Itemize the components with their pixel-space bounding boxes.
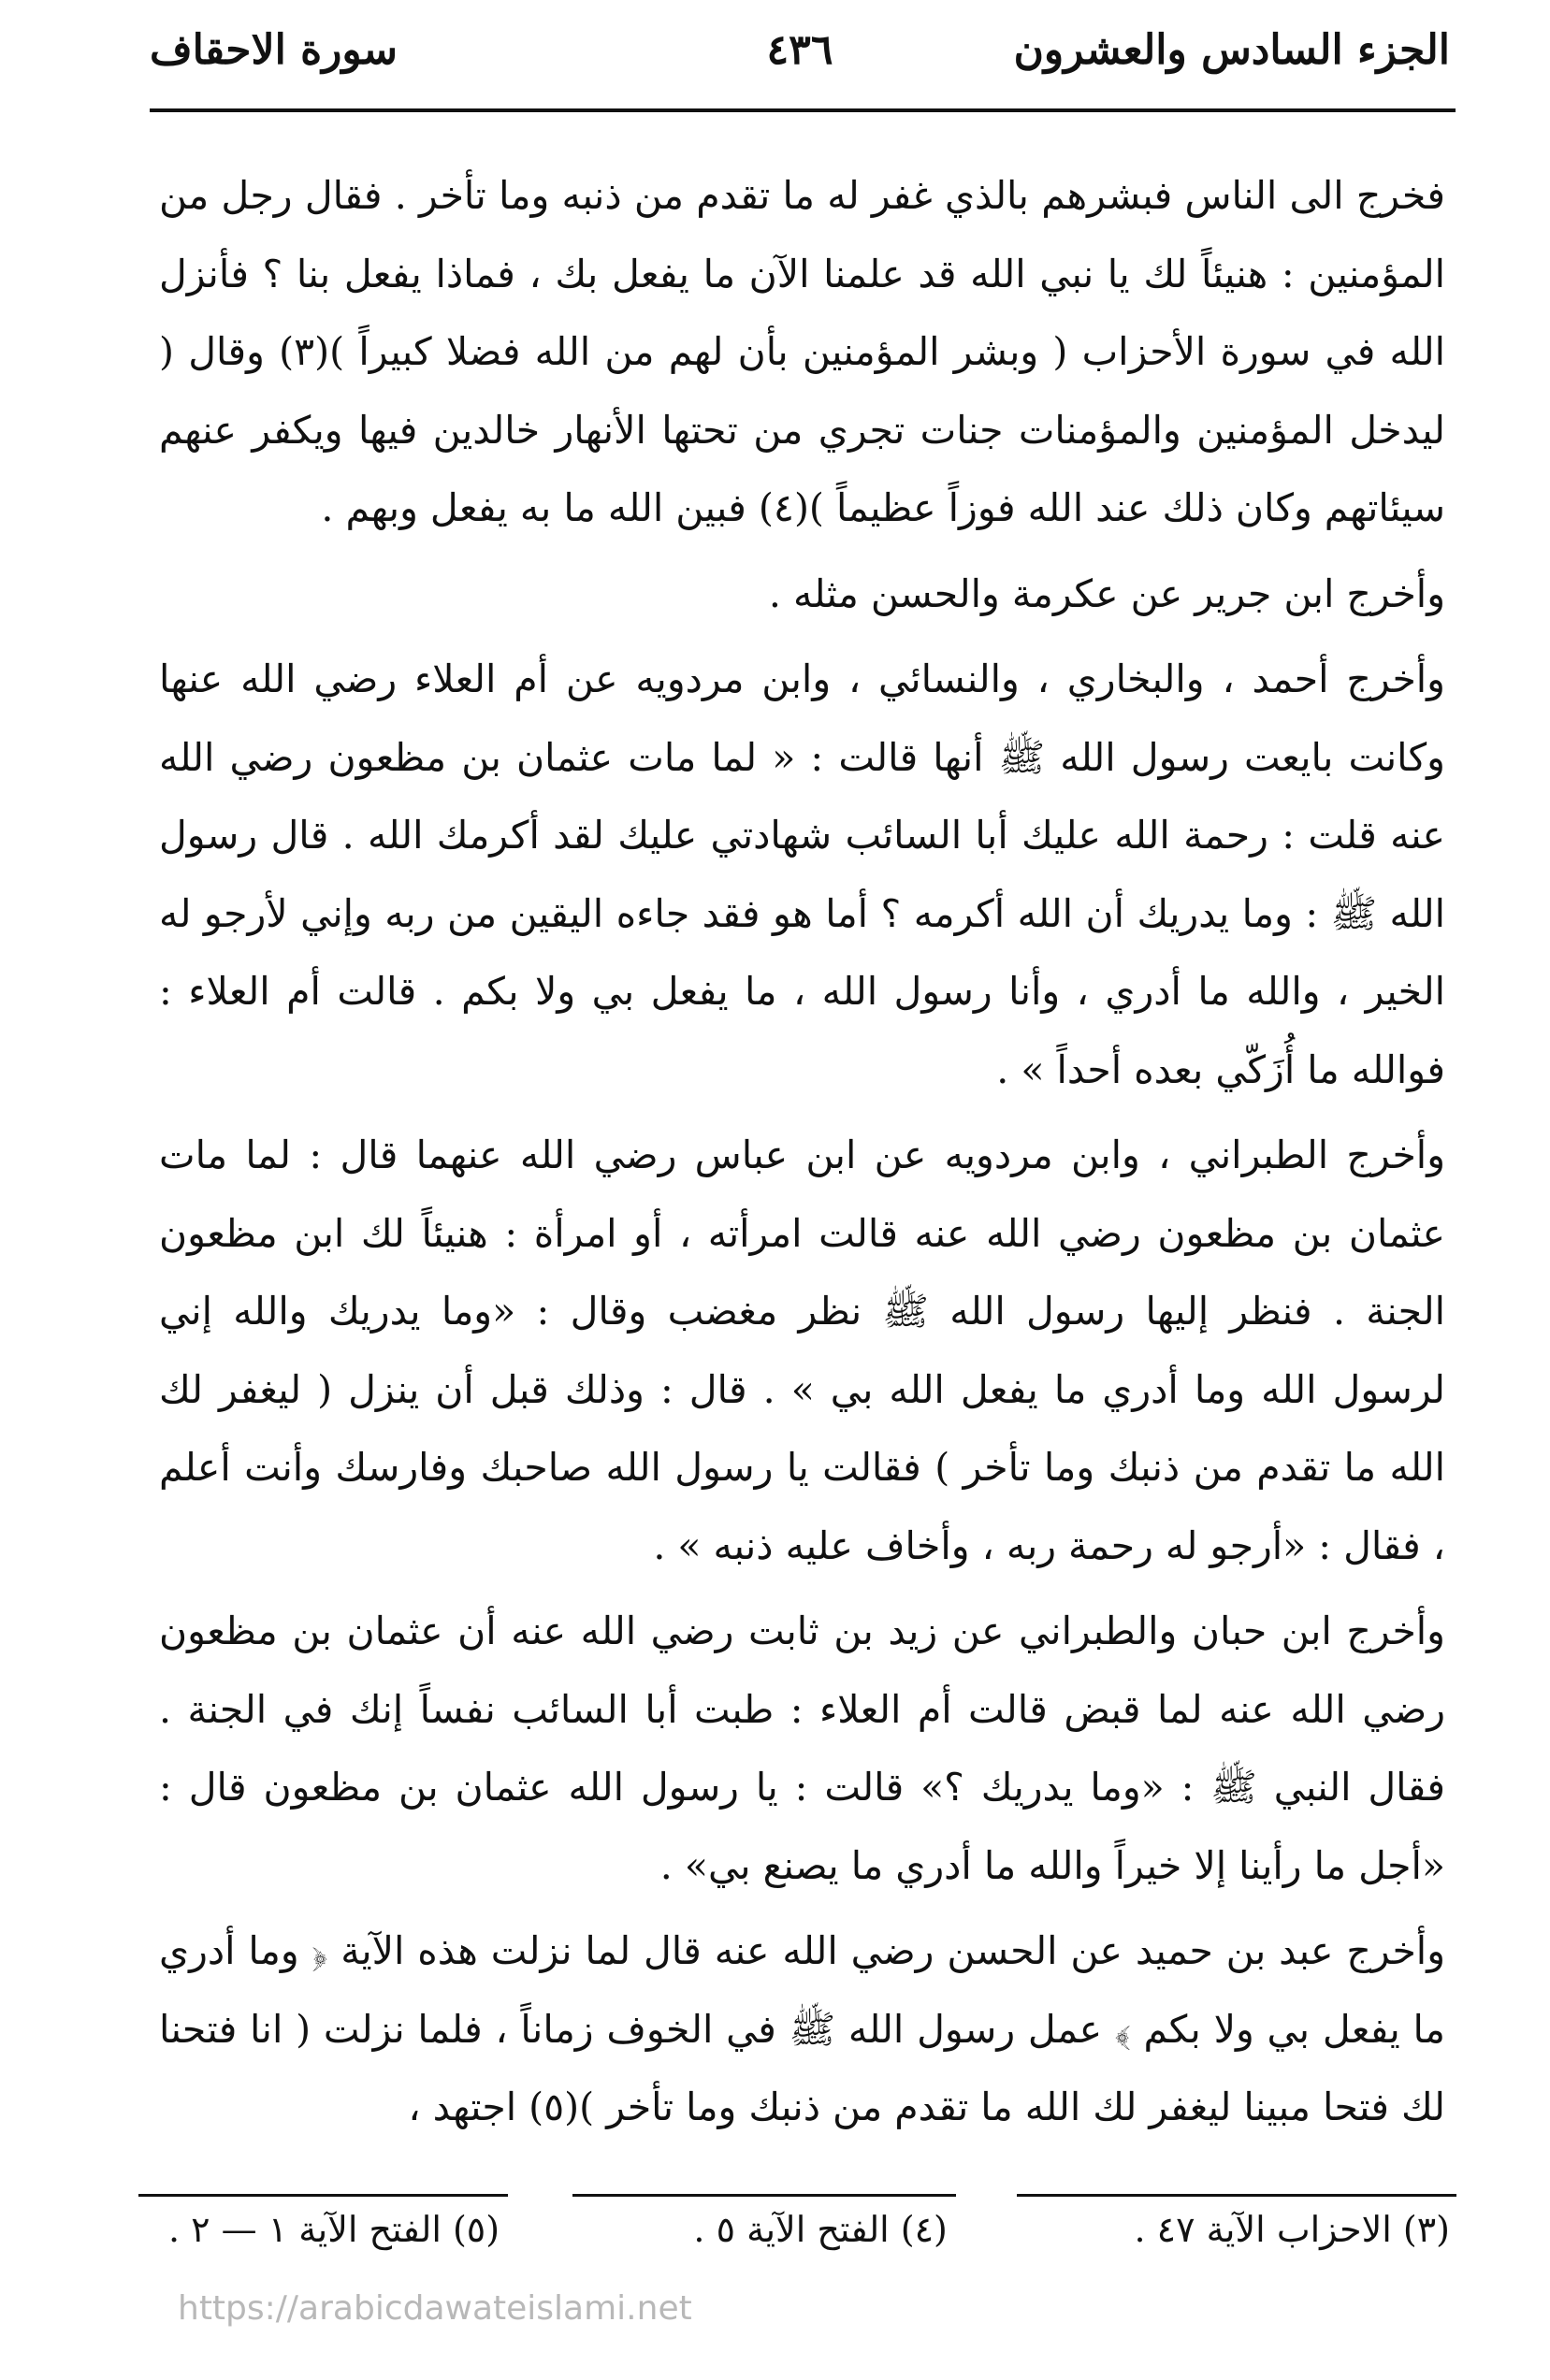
paragraph-5: وأخرج ابن حبان والطبراني عن زيد بن ثابت رضي الله عنه أن عثمان بن مظعون رضي الله عنه لما قبض قالت أم العلاء : طبت أبا السائب نفساً إنك في الجنة . فقال النبي ﷺ : «وما يدريك ؟» قالت : يا رسول الله عثمان بن مظعون قال : «أجل ما رأينا إلا خيراً والله ما أدري ما يصنع بي» .	[159, 1608, 1445, 1888]
paragraph-2: وأخرج ابن جرير عن عكرمة والحسن مثله .	[768, 570, 1445, 616]
footnote-divider	[138, 2194, 508, 2197]
page-body	[159, 157, 1445, 2155]
footnote-4: (٤) الفتح الآية ٥ .	[693, 2209, 948, 2250]
header-divider	[150, 108, 1456, 112]
paragraph-6: وأخرج عبد بن حميد عن الحسن رضي الله عنه قال لما نزلت هذه الآية ﴿ وما أدري ما يفعل بي ولا بكم ﴾ عمل رسول الله ﷺ في الخوف زماناً ، فلما نزلت ( انا فتحنا لك فتحا مبينا ليغفر لك الله ما تقدم من ذنبك وما تأخر )(٥) اجتهد ،	[159, 1928, 1445, 2129]
footnote-3: (٣) الاحزاب الآية ٤٧ .	[1134, 2209, 1450, 2250]
surah-title: سورة الاحقاف	[150, 26, 398, 74]
page-header	[150, 17, 1450, 92]
paragraph-4: وأخرج الطبراني ، وابن مردويه عن ابن عباس رضي الله عنهما قال : لما مات عثمان بن مظعون رضي الله عنه قالت امرأته ، أو امرأة : هنيئاً لك ابن مظعون الجنة . فنظر إليها رسول الله ﷺ نظر مغضب وقال : «وما يدريك والله إني لرسول الله وما أدري ما يفعل الله بي » . قال : وذلك قبل أن ينزل ( ليغفر لك الله ما تقدم من ذنبك وما تأخر ) فقالت يا رسول الله صاحبك وفارسك وأنت أعلم ، فقال : «أرجو له رحمة ربه ، وأخاف عليه ذنبه » .	[159, 1132, 1445, 1568]
footnote-divider	[572, 2194, 956, 2197]
footnote-divider	[1017, 2194, 1456, 2197]
paragraph-1: فخرج الى الناس فبشرهم بالذي غفر له ما تقدم من ذنبه وما تأخر . فقال رجل من المؤمنين : هنيئاً لك يا نبي الله قد علمنا الآن ما يفعل بك ، فماذا يفعل بنا ؟ فأنزل الله في سورة الأحزاب ( وبشر المؤمنين بأن لهم من الله فضلا كبيراً )(٣) وقال ( ليدخل المؤمنين والمؤمنات جنات تجري من تحتها الأنهار خالدين فيها ويكفر عنهم سيئاتهم وكان ذلك عند الله فوزاً عظيماً )(٤) فبين الله ما به يفعل وبهم .	[159, 173, 1445, 530]
page-number: ٤٣٦	[766, 26, 833, 74]
footnotes	[140, 2209, 1450, 2265]
juz-title: الجزء السادس والعشرون	[1013, 26, 1450, 74]
paragraph-3: وأخرج أحمد ، والبخاري ، والنسائي ، وابن مردويه عن أم العلاء رضي الله عنها وكانت بايعت رسول الله ﷺ أنها قالت : « لما مات عثمان بن مظعون رضي الله عنه قلت : رحمة الله عليك أبا السائب شهادتي عليك لقد أكرمك الله . قال رسول الله ﷺ : وما يدريك أن الله أكرمه ؟ أما هو فقد جاءه اليقين من ربه وإني لأرجو له الخير ، والله ما أدري ، وأنا رسول الله ، ما يفعل بي ولا بكم . قالت أم العلاء : فوالله ما أُزَكّي بعده أحداً » .	[159, 656, 1445, 1092]
watermark-url: https://arabicdawateislami.net	[178, 2289, 692, 2328]
footnote-5: (٥) الفتح الآية ١ — ٢ .	[168, 2209, 500, 2250]
